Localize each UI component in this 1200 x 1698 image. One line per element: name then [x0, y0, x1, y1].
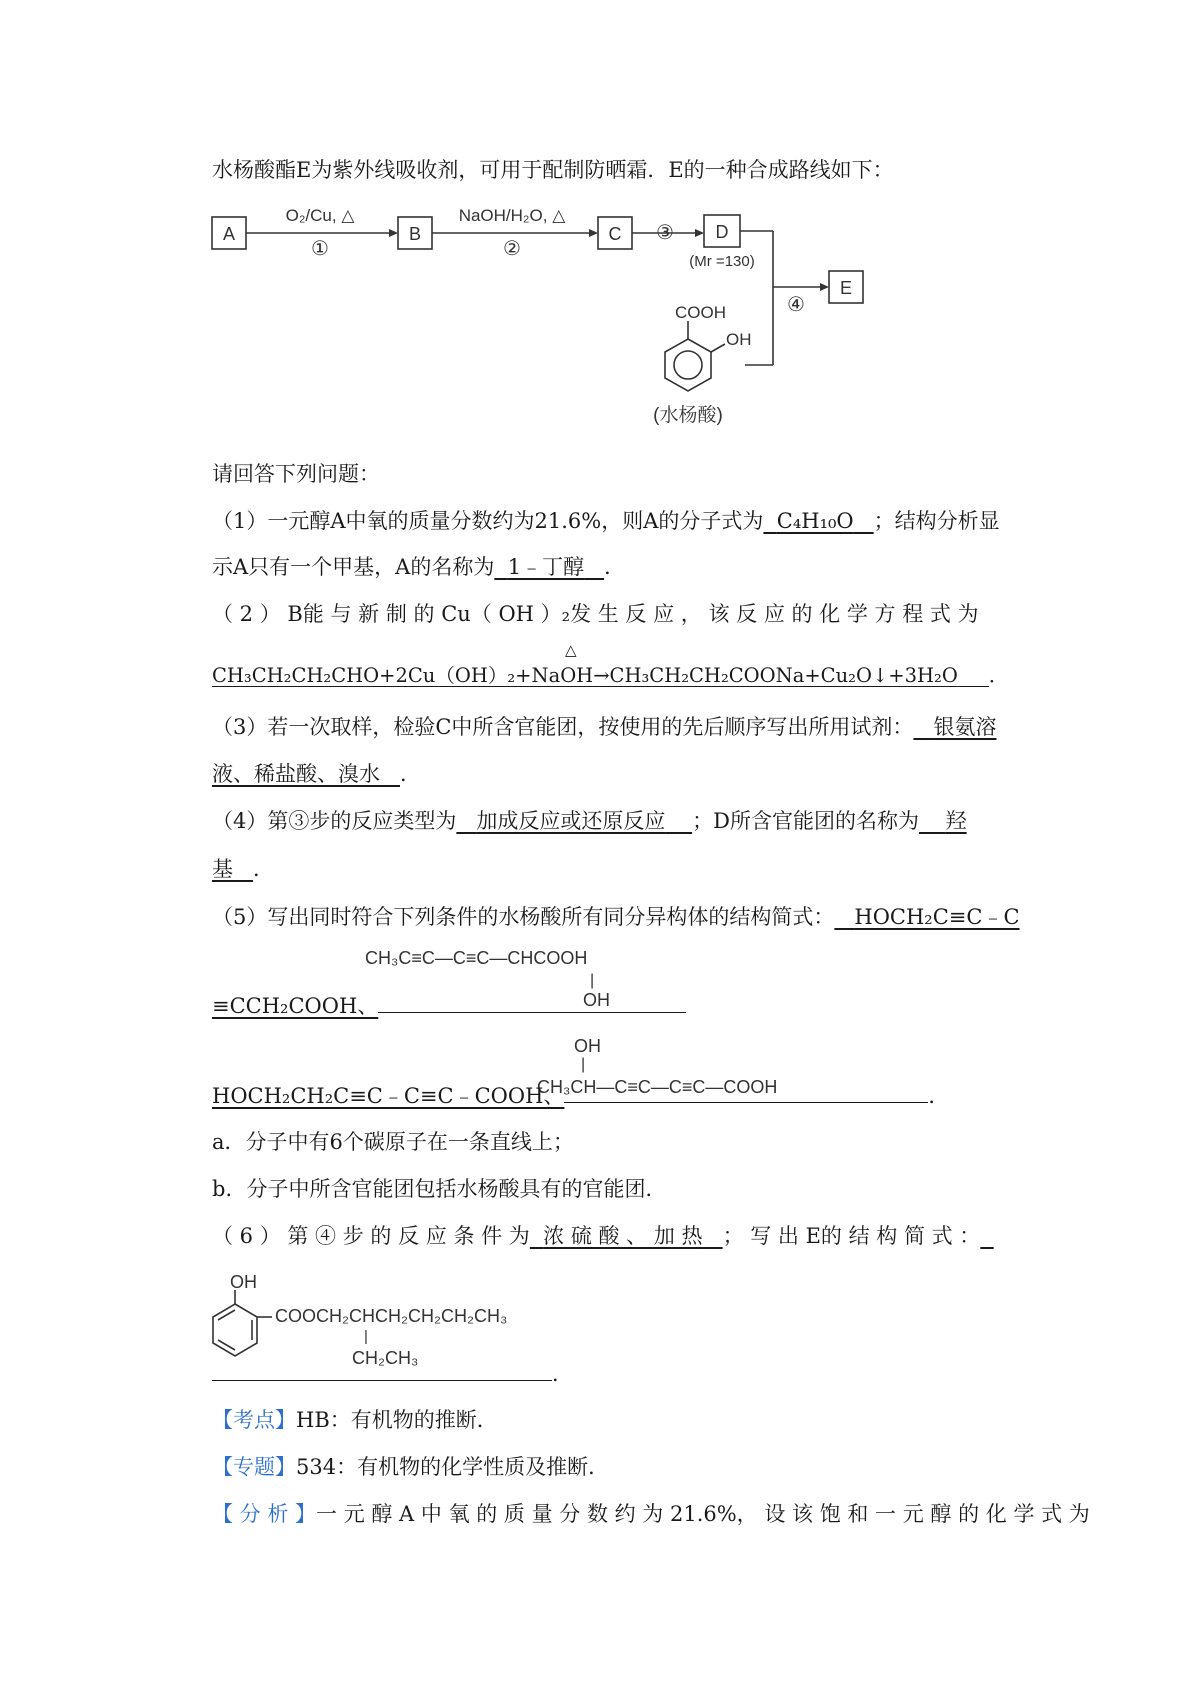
q2-answer: CH₃CH₂CH₂CHO+2Cu（OH）₂+NaOH→CH₃CH₂CH₂COONa+Cu₂O↓+3H₂O [212, 664, 958, 687]
q1-line-1: （1）一元醇A中氧的质量分数约为21.6%，则A的分子式为 C₄H₁₀O ；结构分析显 [212, 509, 1000, 533]
isomer-2-oh: OH [583, 990, 610, 1010]
q2-line-1: （ 2 ） B能 与 新 制 的 Cu（ OH ）₂发 生 反 应 ， 该 反 应 的 化 学 方 程 式 为 [212, 602, 979, 626]
mr-label: (Mr =130) [689, 253, 755, 270]
q3-line-1: （3）若一次取样，检验C中所含官能团，按使用的先后顺序写出所用试剂： 银氨溶 [212, 715, 997, 739]
step-3: ③ [656, 222, 674, 244]
label-a: A [222, 224, 236, 244]
q2-equation-line: CH₃CH₂CH₂CHO+2Cu（OH）₂+NaOH→CH₃CH₂CH₂COONa+Cu₂O↓+3H₂O ． [212, 664, 1009, 687]
q2-delta: △ [565, 641, 577, 659]
q4-line-2: 基 ． [212, 857, 275, 881]
e-ethyl-branch: CH₂CH₃ [352, 1348, 419, 1368]
q6-line-1: （ 6 ） 第 ④ 步 的 反 应 条 件 为 浓 硫 酸 、 加 热 ； 写 出 E的 结 构 简 式 ： [212, 1224, 981, 1248]
q1-line-2: 示A只有一个甲基，A的名称为 1﹣丁醇 ． [212, 555, 626, 579]
isomer-2-formula: CH₃C≡C—C≡C—CHCOOH [365, 948, 588, 968]
q5-answer-2: ≡CCH₂COOH、 [212, 994, 379, 1018]
q5-condition-a: a．分子中有6个碳原子在一条直线上； [212, 1130, 574, 1154]
condition-1: O₂/Cu, △ [285, 206, 355, 225]
q3-answer-2: 液、稀盐酸、溴水 [212, 762, 380, 786]
isomer-4-oh-bond: | [581, 1056, 586, 1073]
q4-line-1: （4）第③步的反应类型为 加成反应或还原反应 ；D所含官能团的名称为 羟 [212, 809, 967, 833]
kaodian: 【考点】HB：有机物的推断． [212, 1408, 498, 1432]
synthesis-scheme [0, 195, 1200, 465]
q3-line-2: 液、稀盐酸、溴水 ． [212, 762, 422, 786]
prompt-text: 请回答下列问题： [212, 462, 380, 486]
q4-answer-1: 加成反应或还原反应 [476, 809, 666, 833]
fenxi: 【 分 析 】一 元 醇 A 中 氧 的 质 量 分 数 约 为 21.6%， 设 该 饱 和 一 元 醇 的 化 学 式 为 [212, 1502, 1090, 1526]
q5-answer-3: HOCH₂CH₂C≡C﹣C≡C﹣COOH、 [212, 1084, 565, 1108]
label-e: E [839, 278, 853, 298]
q5-answer-3-blank [564, 1080, 928, 1103]
step-2: ② [503, 238, 521, 260]
fenxi-tag: 【 分 析 】 [212, 1502, 317, 1526]
q5-condition-b: b．分子中所含官能团包括水杨酸具有的官能团． [212, 1177, 667, 1201]
q1-answer-1: C₄H₁₀O [776, 509, 854, 533]
isomer-4-formula: CH₃CH—C≡C—C≡C—COOH [537, 1077, 778, 1097]
intro-text: 水杨酸酯E为紫外线吸收剂，可用于配制防晒霜．E的一种合成路线如下： [212, 158, 894, 182]
e-branch-bond: | [364, 1328, 368, 1345]
isomer-4-oh: OH [574, 1036, 601, 1056]
label-b: B [408, 224, 422, 244]
q5-line-1: （5）写出同时符合下列条件的水杨酸所有同分异构体的结构简式： HOCH₂C≡C﹣C [212, 905, 1020, 929]
salicylic-label: (水杨酸) [653, 405, 723, 426]
label-c: C [608, 224, 622, 244]
q4-answer-2: 羟 [945, 809, 967, 833]
e-ester-chain: COOCH₂CHCH₂CH₂CH₂CH₃ [275, 1306, 508, 1326]
q6-line-2: ． [212, 1358, 573, 1388]
q3-answer-1: 银氨溶 [933, 715, 997, 739]
kaodian-tag: 【考点】 [212, 1408, 296, 1432]
q6-answer-2-blank [212, 1358, 552, 1381]
oh-label: OH [726, 330, 752, 349]
zhuanti-tag: 【专题】 [212, 1455, 296, 1479]
condition-2: NaOH/H₂O, △ [458, 206, 566, 225]
isomer-2-oh-bond: | [590, 972, 595, 989]
q1-answer-2: 1﹣丁醇 [507, 555, 585, 579]
q5-line-3: HOCH₂CH₂C≡C﹣C≡C﹣COOH、 ． [212, 1080, 949, 1110]
q5-answer-2-blank [378, 990, 686, 1013]
zhuanti: 【专题】534：有机物的化学性质及推断． [212, 1455, 610, 1479]
cooh-label: COOH [675, 303, 726, 322]
q5-answer-1: HOCH₂C≡C﹣C [854, 905, 1020, 929]
e-oh: OH [230, 1272, 257, 1292]
step-1: ① [311, 238, 329, 260]
step-4: ④ [787, 294, 805, 316]
label-d: D [715, 222, 729, 242]
q5-line-2 [212, 990, 686, 1020]
q4-answer-3: 基 [212, 857, 233, 881]
q6-answer-1: 浓 硫 酸 、 加 热 [543, 1224, 703, 1248]
